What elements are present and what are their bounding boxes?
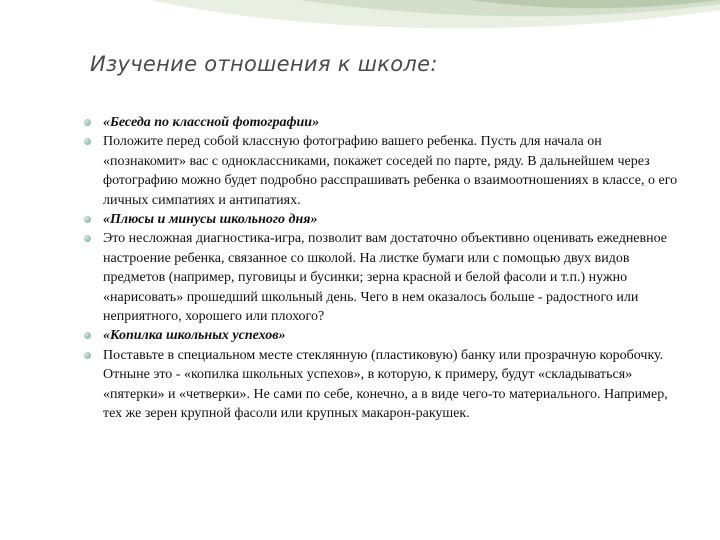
bullet-dot (84, 216, 91, 223)
item-text: Это несложная диагностика-игра, позволит вам достаточно объективно оценивать ежедневное настроение ребенка, связанное со школой. На листке бумаги или с помощью двух видов предметов (например, пуговицы и бусинки; зерна красной и белой фасоли и т.п.) нужно «нарисовать» прошедший школьный день. Чего в нем оказалось больше - радостного или неприятного, хорошего или плохого? (103, 231, 668, 325)
bullet-dot (84, 235, 91, 242)
list-item (84, 210, 684, 229)
list-item (84, 229, 684, 326)
item-text: «Плюсы и минусы школьного дня» (103, 212, 318, 228)
item-text: Поставьте в специальном месте стеклянную (пластиковую) банку или прозрачную коробочку. Отныне это - «копилка школьных успехов», в которую, к примеру, будут «складываться» «пятерки» и «четверки». Не сами по себе, конечно, а в виде чего-то материального. Например, тех же зерен крупной фасоли или крупных макарон-ракушек. (103, 347, 668, 422)
item-text: Положите перед собой классную фотографию вашего ребенка. Пусть для начала он «познакомит» вас с одноклассниками, покажет соседей по парте, ряду. В дальнейшем через фотографию можно будет подробно расспрашивать ребенка о взаимоотношениях в классе, о его личных симпатиях и антипатиях. (103, 134, 678, 208)
bullet-dot (84, 119, 91, 126)
item-text: «Беседа по классной фотографии» (103, 115, 320, 130)
slide-title: Изучение отношения к школе: (90, 52, 438, 76)
list-item (84, 132, 684, 210)
list-item (84, 346, 684, 424)
bullet-dot (84, 138, 91, 145)
list-item (84, 326, 684, 345)
item-text: «Копилка школьных успехов» (103, 328, 286, 344)
list-item (84, 113, 684, 132)
bullet-list (84, 113, 684, 424)
bullet-dot (84, 352, 91, 359)
bullet-dot (84, 332, 91, 339)
